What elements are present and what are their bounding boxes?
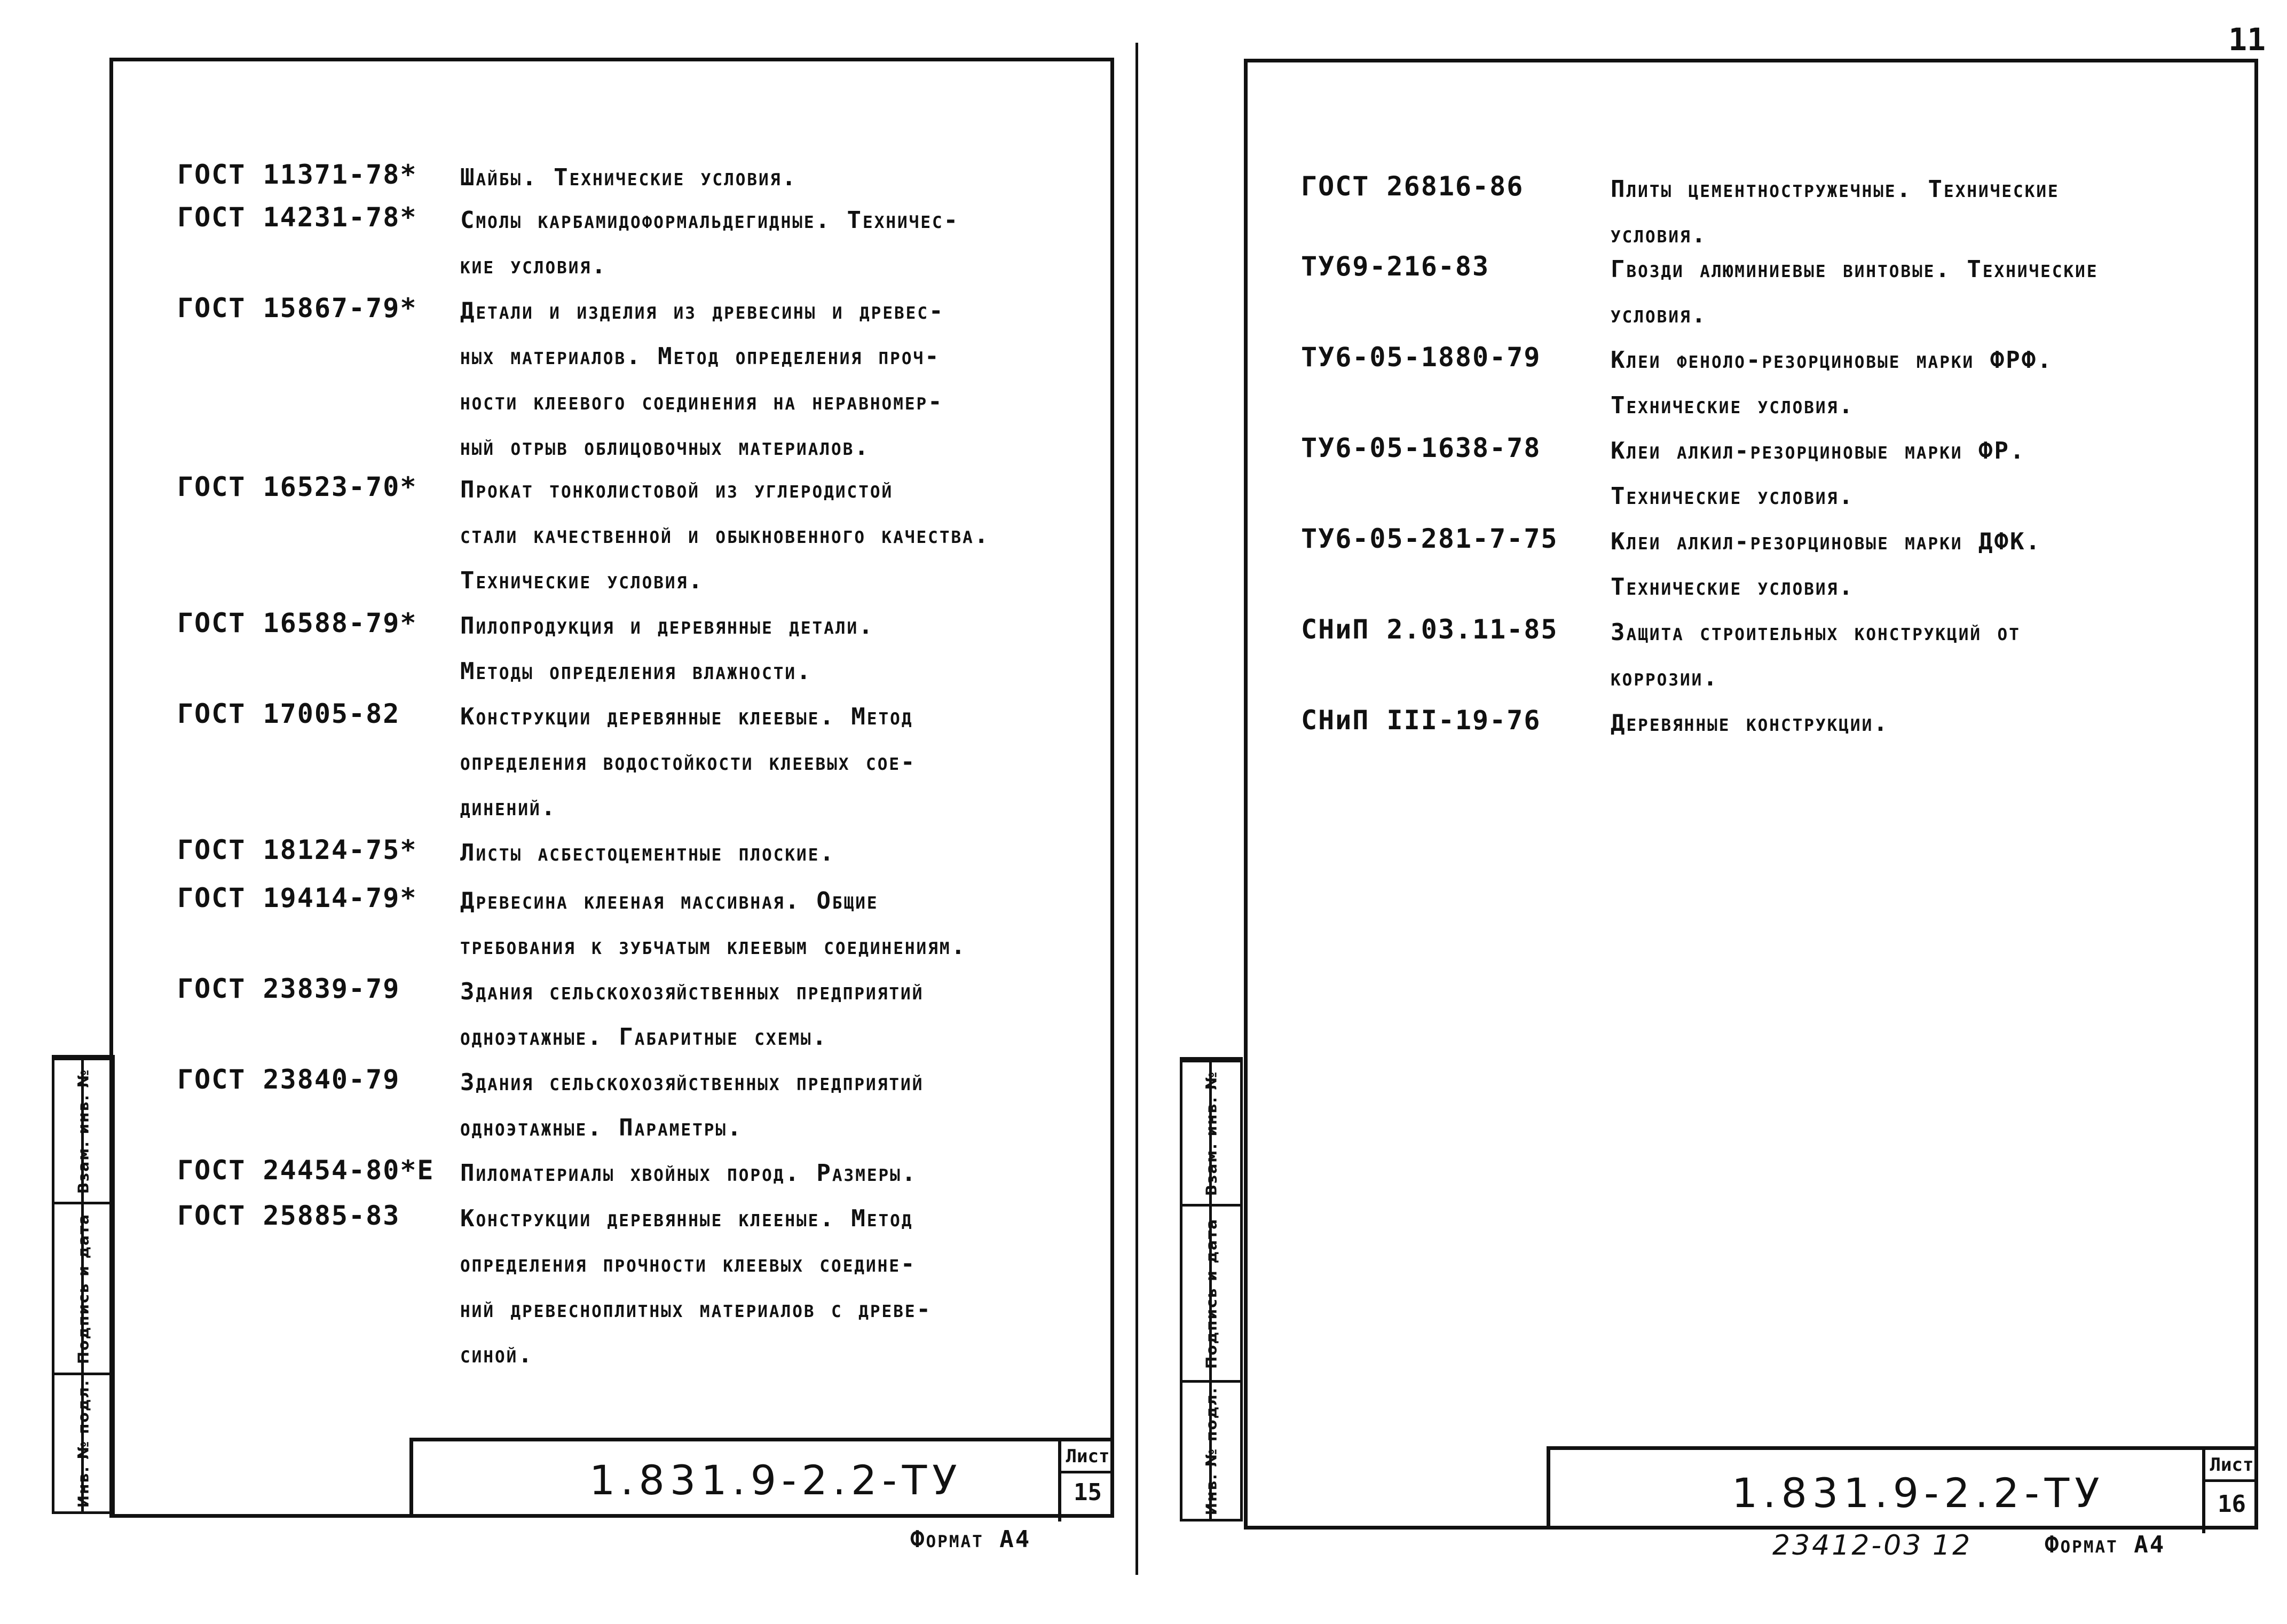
- standard-title-line: требования к зубчатым клеевым соединениям.: [460, 933, 967, 960]
- standard-title-line: Технические условия.: [1611, 483, 1855, 510]
- standard-title-line: Плиты цементностружечные. Технические: [1611, 176, 2060, 203]
- standard-title-line: Методы определения влажности.: [460, 658, 813, 685]
- standard-title: [460, 603, 1090, 694]
- standard-code: ГОСТ 11371-78*: [177, 159, 417, 190]
- right-sheet-label: Лист: [2205, 1450, 2258, 1482]
- standard-title-line: стали качественной и обыкновенного качества.: [460, 522, 990, 549]
- standard-title-line: Древесина клееная массивная. Общие: [460, 887, 879, 915]
- right-side-strip: [1180, 1057, 1243, 1521]
- right-title-block: [1547, 1446, 2258, 1530]
- left-sheet-box: [1058, 1441, 1114, 1521]
- standard-title-line: Клеи алкил-резорциновые марки ФР.: [1611, 437, 2026, 464]
- standard-code: ГОСТ 23839-79: [177, 973, 400, 1004]
- standard-title-line: коррозии.: [1611, 664, 1719, 691]
- standard-title: [460, 1060, 1090, 1150]
- page-number: 11: [2228, 21, 2266, 58]
- standard-title-line: ных материалов. Метод определения проч-: [460, 343, 941, 370]
- standard-title-line: Пилопродукция и деревянные детали.: [460, 612, 874, 640]
- standard-title-line: определения прочности клеевых соедине-: [460, 1250, 917, 1278]
- standard-code: ГОСТ 16523-70*: [177, 471, 417, 502]
- center-fold-line: [1135, 43, 1138, 1575]
- left-format-label: Формат А4: [910, 1526, 1031, 1553]
- standard-title-line: Пиломатериалы хвойных пород. Размеры.: [460, 1160, 918, 1187]
- standard-title-line: Технические условия.: [460, 567, 704, 594]
- standard-title: [460, 1150, 1090, 1196]
- standard-title: [1611, 700, 2209, 746]
- standard-title-line: Конструкции деревянные клееные. Метод: [460, 1205, 913, 1232]
- standard-title: [1611, 428, 2209, 519]
- left-sheet: [109, 58, 1114, 1518]
- standard-title: [460, 467, 1090, 603]
- left-side-cell-inventory: Инв. № подл.: [54, 1373, 112, 1511]
- standard-code: ГОСТ 23840-79: [177, 1064, 400, 1095]
- right-sheet: [1244, 59, 2258, 1530]
- standard-title: [1611, 167, 2209, 257]
- standard-title-line: Клеи алкил-резорциновые марки ДФК.: [1611, 528, 2042, 555]
- standard-title-line: синой.: [460, 1341, 534, 1368]
- left-side-cell-replacement: Взам. инв. №: [54, 1058, 112, 1202]
- left-sheet-number: 15: [1074, 1479, 1102, 1506]
- standard-title-line: Листы асбестоцементные плоские.: [460, 839, 835, 866]
- standard-title-line: Клеи феноло-резорциновые марки ФРФ.: [1611, 346, 2053, 374]
- right-format-label: Формат А4: [2045, 1531, 2166, 1558]
- standard-title-line: Гвозди алюминиевые винтовые. Технические: [1611, 256, 2099, 283]
- archive-number: 23412-03: [1772, 1530, 1923, 1562]
- standard-title-line: динений.: [460, 794, 557, 821]
- standard-title-line: одноэтажные. Параметры.: [460, 1114, 743, 1141]
- standard-title: [460, 288, 1090, 470]
- standard-code: ГОСТ 17005-82: [177, 698, 400, 729]
- standard-title-line: Прокат тонколистовой из углеродистой: [460, 476, 894, 503]
- standard-code: ГОСТ 25885-83: [177, 1200, 400, 1231]
- standard-code: ГОСТ 18124-75*: [177, 834, 417, 865]
- standard-code: ГОСТ 19414-79*: [177, 882, 417, 913]
- standard-title: [460, 155, 1090, 200]
- left-sheet-label: Лист: [1061, 1441, 1114, 1473]
- standard-code: ГОСТ 26816-86: [1301, 171, 1524, 202]
- standard-code: ТУ6-05-1880-79: [1301, 342, 1541, 373]
- standard-code: СНиП 2.03.11-85: [1301, 614, 1558, 645]
- standard-title-line: Деревянные конструкции.: [1611, 709, 1889, 737]
- standard-title-line: Конструкции деревянные клеевые. Метод: [460, 703, 913, 730]
- standard-code: ГОСТ 14231-78*: [177, 202, 417, 233]
- standard-title-line: Смолы карбамидоформальдегидные. Техничес-: [460, 207, 960, 234]
- standard-title-line: определения водостойкости клеевых сое-: [460, 748, 917, 776]
- right-sheet-box: [2202, 1450, 2258, 1533]
- standard-title-line: Защита строительных конструкций от: [1611, 619, 2021, 646]
- right-side-cell-inventory: Инв. № подл.: [1182, 1380, 1240, 1519]
- standard-code: ГОСТ 24454-80*Е: [177, 1155, 435, 1186]
- right-sheet-number: 16: [2218, 1491, 2246, 1518]
- standard-title-line: ний древесноплитных материалов с древе-: [460, 1296, 933, 1323]
- standard-title-line: ности клеевого соединения на неравномер-: [460, 388, 944, 415]
- standard-title: [460, 830, 1090, 876]
- left-title-block: [409, 1438, 1114, 1518]
- left-designation: 1.831.9-2.2-ТУ: [589, 1456, 963, 1504]
- standard-code: ГОСТ 15867-79*: [177, 293, 417, 324]
- standard-title: [1611, 519, 2209, 610]
- standard-code: ТУ69-216-83: [1301, 251, 1490, 282]
- standard-title-line: Технические условия.: [1611, 392, 1855, 419]
- standard-title-line: кие условия.: [460, 252, 608, 279]
- left-side-cell-signature: Подпись и дата: [54, 1202, 112, 1373]
- standard-code: ГОСТ 16588-79*: [177, 608, 417, 638]
- standard-title-line: Шайбы. Технические условия.: [460, 164, 798, 191]
- standard-code: СНиП III-19-76: [1301, 705, 1541, 736]
- right-designation: 1.831.9-2.2-ТУ: [1732, 1469, 2105, 1517]
- standard-title-line: Детали и изделия из древесины и древес-: [460, 297, 945, 325]
- archive-sheet-number: 12: [1933, 1530, 1973, 1562]
- standard-title-line: Здания сельскохозяйственных предприятий: [460, 978, 924, 1005]
- standard-title-line: Здания сельскохозяйственных предприятий: [460, 1069, 924, 1096]
- standard-title: [460, 878, 1090, 969]
- standard-title-line: одноэтажные. Габаритные схемы.: [460, 1023, 829, 1051]
- standard-title: [1611, 337, 2209, 428]
- left-side-strip: [52, 1055, 115, 1514]
- standard-title: [1611, 610, 2209, 700]
- standard-title: [1611, 247, 2209, 337]
- standard-title-line: условия.: [1611, 301, 1708, 328]
- standard-title-line: Технические условия.: [1611, 573, 1855, 601]
- standard-title-line: условия.: [1611, 221, 1708, 248]
- right-side-cell-signature: Подпись и дата: [1182, 1204, 1240, 1380]
- standard-title: [460, 969, 1090, 1060]
- standard-code: ТУ6-05-1638-78: [1301, 432, 1541, 463]
- standard-title: [460, 694, 1090, 830]
- standard-title-line: ный отрыв облицовочных материалов.: [460, 433, 870, 461]
- right-side-cell-replacement: Взам. инв. №: [1182, 1060, 1240, 1204]
- standard-title: [460, 1196, 1090, 1377]
- standard-title: [460, 198, 1090, 288]
- standard-code: ТУ6-05-281-7-75: [1301, 523, 1558, 554]
